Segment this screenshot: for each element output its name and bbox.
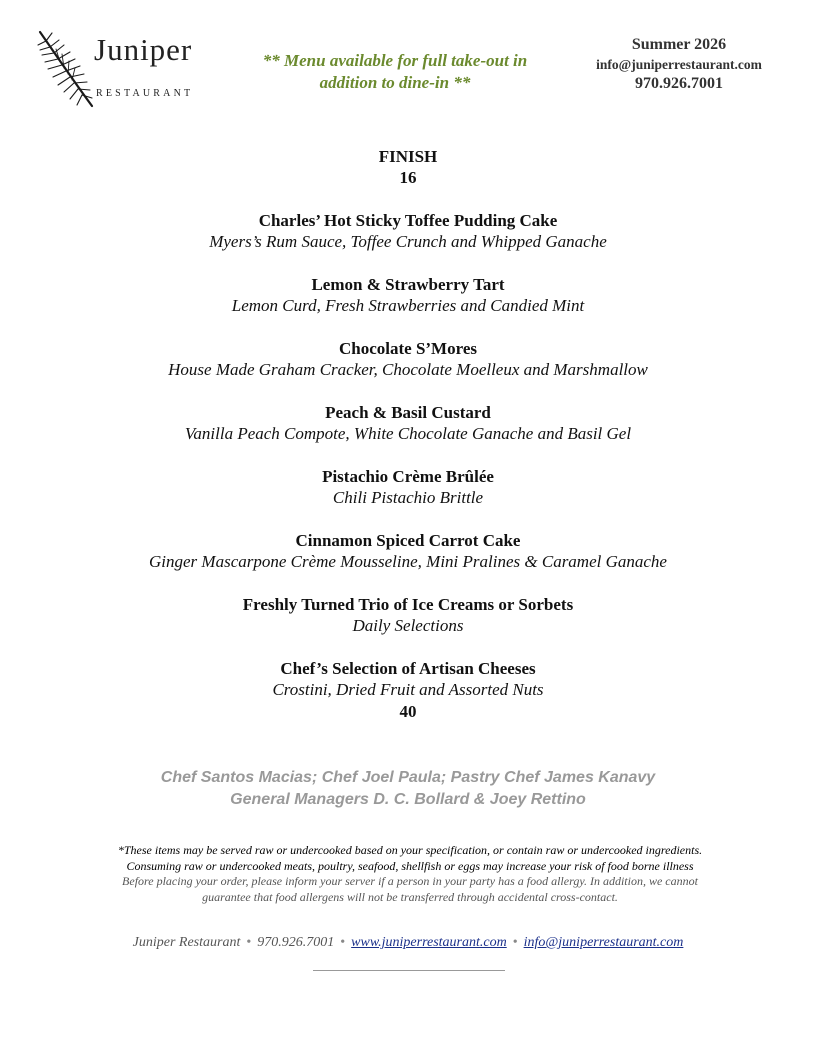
- menu-item: [0, 466, 816, 508]
- item-name: Chocolate S’Mores: [338, 339, 478, 358]
- takeout-notice: [240, 50, 550, 94]
- footer-separator: •: [340, 935, 346, 950]
- takeout-notice-line: ** Menu available for full take-out in: [262, 51, 528, 70]
- menu-items: [0, 210, 816, 723]
- item-description: House Made Graham Cracker, Chocolate Moelleux and Marshmallow: [168, 360, 648, 379]
- chefs-line: Chef Santos Macias; Chef Joel Paula; Pastry Chef James Kanavy: [160, 769, 656, 786]
- juniper-branch-icon: [36, 26, 96, 110]
- disclaimer-line: Consuming raw or undercooked meats, poultry, seafood, shellfish or eggs may increase your risk of food borne illness: [126, 858, 694, 873]
- item-description: Lemon Curd, Fresh Strawberries and Candied Mint: [231, 296, 585, 315]
- logo-subtitle: RESTAURANT: [96, 88, 194, 99]
- header-email: info@juniperrestaurant.com: [596, 57, 762, 72]
- item-description: Daily Selections: [352, 616, 464, 635]
- section-title: FINISH: [378, 147, 438, 166]
- allergy-line: Before placing your order, please inform your server if a person in your party has a food allergy. In addition, we cannot: [122, 874, 698, 888]
- logo-wordmark: Juniper: [94, 32, 193, 67]
- item-description: Vanilla Peach Compote, White Chocolate Ganache and Basil Gel: [184, 424, 632, 443]
- item-description: Crostini, Dried Fruit and Assorted Nuts: [272, 680, 544, 699]
- footer-email-link[interactable]: info@juniperrestaurant.com: [523, 935, 684, 950]
- restaurant-logo: [36, 26, 196, 110]
- item-name: Cinnamon Spiced Carrot Cake: [295, 531, 521, 550]
- item-name: Peach & Basil Custard: [325, 403, 491, 422]
- footer-restaurant-name: Juniper Restaurant: [132, 935, 241, 950]
- dessert-menu: [0, 146, 816, 745]
- footer-divider: [313, 970, 505, 971]
- season-label: Summer 2026: [631, 36, 727, 53]
- header-contact: [582, 35, 776, 94]
- item-description: Chili Pistachio Brittle: [332, 488, 484, 507]
- takeout-notice-line: addition to dine-in **: [319, 73, 471, 92]
- menu-item: [0, 210, 816, 252]
- item-name: Pistachio Crème Brûlée: [322, 467, 494, 486]
- staff-credits: [0, 767, 816, 811]
- footer-phone: 970.926.7001: [257, 935, 335, 950]
- allergy-line: guarantee that food allergens will not be transferred through accidental cross-contact.: [202, 889, 618, 904]
- item-name: Lemon & Strawberry Tart: [311, 275, 505, 294]
- managers-line: General Managers D. C. Bollard & Joey Rettino: [230, 791, 586, 808]
- item-name: Chef’s Selection of Artisan Cheeses: [280, 659, 536, 678]
- item-description: Myers’s Rum Sauce, Toffee Crunch and Whipped Ganache: [209, 232, 607, 251]
- menu-item: [0, 402, 816, 444]
- item-price: 40: [399, 702, 417, 721]
- footer: [0, 934, 816, 952]
- footer-separator: •: [246, 935, 252, 950]
- header-phone: 970.926.7001: [635, 75, 723, 92]
- menu-item: [0, 658, 816, 723]
- disclaimer-line: *These items may be served raw or undercooked based on your specification, or contain raw or undercooked ingredients.: [117, 843, 703, 857]
- menu-item: [0, 338, 816, 380]
- item-description: Ginger Mascarpone Crème Mousseline, Mini Pralines & Caramel Ganache: [149, 552, 667, 571]
- footer-website-link[interactable]: www.juniperrestaurant.com: [351, 935, 507, 950]
- menu-item: [0, 530, 816, 572]
- menu-item: [0, 594, 816, 636]
- section-price: 16: [399, 168, 417, 187]
- food-disclaimer: [60, 843, 760, 905]
- item-name: Freshly Turned Trio of Ice Creams or Sorbets: [242, 595, 574, 614]
- item-name: Charles’ Hot Sticky Toffee Pudding Cake: [258, 211, 558, 230]
- menu-item: [0, 274, 816, 316]
- footer-separator: •: [512, 935, 518, 950]
